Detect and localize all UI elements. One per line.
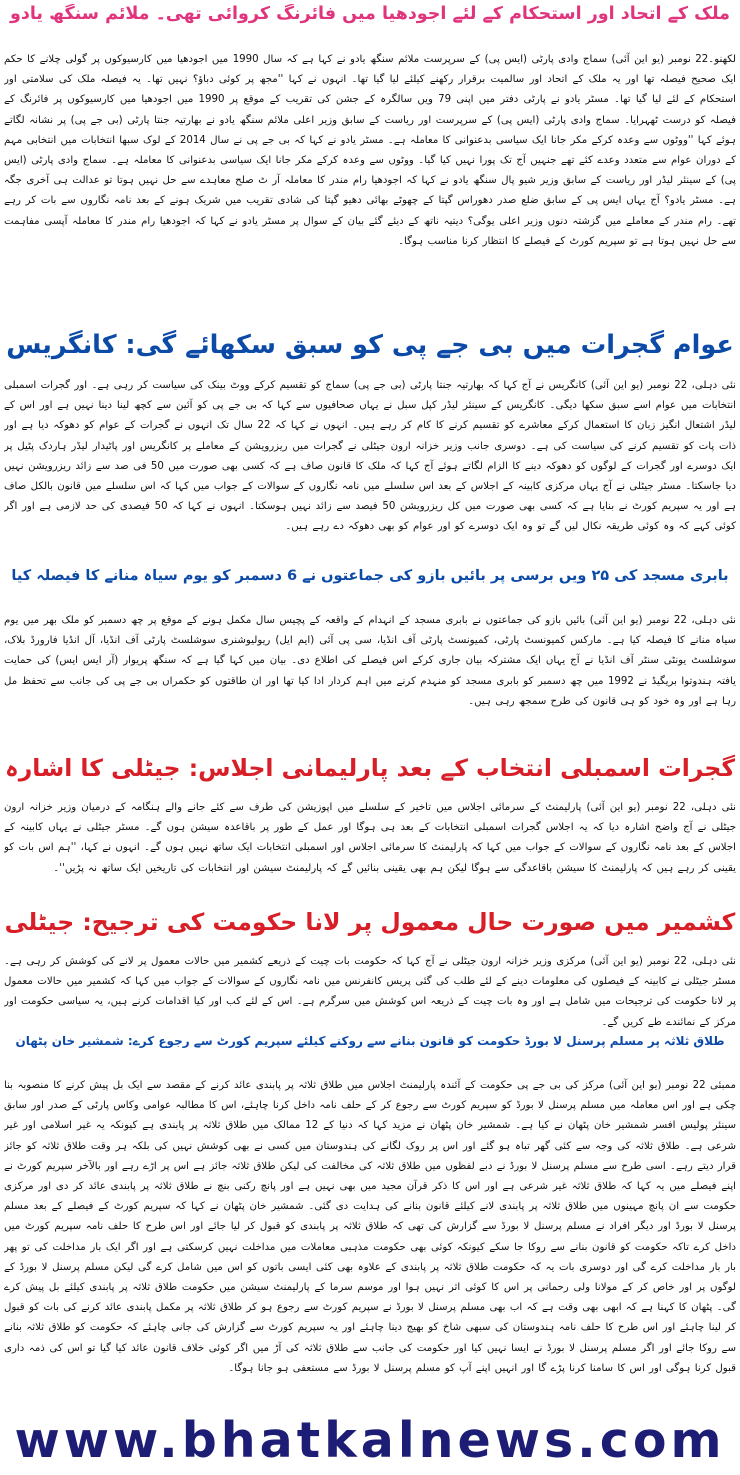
story-headline: عوام گجرات میں بی جے پی کو سبق سکھائے گی: کانگریس [6,330,734,360]
site-footer [0,1405,740,1475]
story-body-text: نئی دہلی، 22 نومبر (یو این آئی) پارلیمنٹ کے سرمائی اجلاس میں تاخیر کے سلسلے میں اپوزیشن کی طرف سے کئے جانے والے ہنگامہ کے درمیان وزیر خزانہ ارون جیٹلی نے آج واضح اشارہ دیا کہ یہ اجلاس گجرات اسمبلی انتخابات کے بعد ہی ہوگا اور عمل کے طور پر باقاعدہ سیشن ہوں گے۔ مسٹر جیٹلی نے یہاں کابینہ کے اجلاس کے بعد نامہ نگاروں کے سوالات کے جواب میں کہا کہ پارلیمنٹ کا سرمائی اجلاس اور اسمبلی انتخابات ایک ساتھ نہیں ہوں گے۔ انہوں نے کہا، ''ہم اس بات کو یقینی کر رہے ہیں کہ پارلیمنٹ کا سیشن باقاعدگی سے ہوگا لیکن ہم بھی یقینی بنائیں گے کہ پارلیمنٹ سیشن اور انتخابات کی تاریخیں ایک ساتھ نہ پڑیں''۔ [4,802,736,874]
story-babri-black-day [4,567,736,750]
story-gujarat-congress [4,330,736,563]
story-parliament-session [4,754,736,906]
story-body [4,50,736,328]
story-body [4,952,736,1034]
story-body-text: نئی دہلی، 22 نومبر (یو این آئی) کانگریس نے آج کہا کہ بھارتیہ جنتا پارٹی (بی جے پی) سماج کو تقسیم کرکے ووٹ بینک کی سیاست کر رہی ہے۔ اور گجرات اسمبلی انتخابات میں عوام اسے سبق سکھا دیگی۔ کانگریس کے سینئر لیڈر کپل سبل نے یہاں صحافیوں سے کہا کہ بی جے پی کو آئین سے کچھ لینا دینا نہیں ہے اور اس کے لیڈر اشتعال انگیز زبان کا استعمال کرکے معاشرے کو تقسیم کرنے کا کام کر رہے ہیں۔ انہوں نے کہا کہ 22 سال تک انہوں نے گجرات کے عوام کو دھوکہ دیا ہے اور ذات پات کو تقسیم کرنے کی سیاست کی ہے۔ دوسری جانب وزیر خزانہ ارون جیٹلی نے گجرات میں ریزرویشن کے معاملے پر کانگریس اور پاٹیدار لیڈر ہاردک پٹیل پر ایک دوسرے اور گجرات کے لوگوں کو دھوکہ دینے کا الزام لگاتے ہوئے آج کہا کہ ملک کا قانون صاف ہے کہ کسی بھی صورت میں 50 فی صد سے زائد ریزرویشن نہیں دیا جاسکتا۔ مسٹر جیٹلی نے آج یہاں مرکزی کابینہ کے اجلاس کے بعد اس سلسلے میں نامہ نگاروں کے سوالات کے جواب میں کہا کہ اس سلسلے میں قانون بالکل صاف ہے اور یہ سپریم کورٹ نے بنایا ہے کہ کسی بھی صورت میں کل ریزرویشن 50 فیصد سے زائد نہیں ہوسکتا۔ انہوں نے کہا کہ 50 فیصدی کی حد لازمی ہے اور اگر کوئی کہے کہ وہ کوئی طریقہ نکال لیں گے تو وہ ایک دوسرے کو اور عوام کو بھی دھوکہ دے رہے ہیں۔ [4,380,736,533]
story-kashmir [4,908,736,1034]
story-body-text: نئی دہلی، 22 نومبر (یو این آئی) مرکزی وزیر خزانہ ارون جیٹلی نے آج کہا کہ حکومت بات چیت کے ذریعے کشمیر میں حالات معمول پر لانے کی کوشش کر رہی ہے۔ مسٹر جیٹلی نے کابینہ کے فیصلوں کی معلومات دینے کے لئے طلب کی گئی پریس کانفرنس میں نامہ نگاروں کے سوالات کے جواب میں کہا کہ کشمیر میں حالات معمول پر لانا حکومت کی ترجیحات میں شامل ہے اور وہ بات چیت کے ذریعہ اس کوشش میں سرگرم ہے۔ اس کے لئے کب اور کیا اقدامات کرنے ہیں، یہ سیاسی حکومت اور مرکز کے نمائندے طے کریں گے۔ [4,956,736,1028]
story-body [4,1076,736,1402]
story-body [4,376,736,560]
story-body [4,798,736,904]
story-body-text: نئی دہلی، 22 نومبر (یو این آئی) بائیں بازو کی جماعتوں نے بابری مسجد کے انہدام کے واقعہ کے پچیس سال مکمل ہونے کے موقع پر چھ دسمبر کو ملک بھر میں یوم سیاہ منانے کا فیصلہ کیا ہے۔ مارکس کمیونسٹ پارٹی، کمیونسٹ پارٹی آف انڈیا، سی پی آئی (ایم ایل) ریولیوشنری سوشلسٹ پارٹی آف انڈیا، آل انڈیا فارورڈ بلاک، سوشلسٹ یونٹی سنٹر آف انڈیا نے آج یہاں ایک مشترکہ بیان جاری کرکے اس فیصلے کی اطلاع دی۔ بیان میں کہا گیا ہے کہ سنگھ پریوار (آر ایس ایس) کی حمایت یافتہ ہندوتوا بریگیڈ نے 1992 میں چھ دسمبر کو بابری مسجد کو منہدم کرنے میں اہم کردار ادا کیا تھا اور ان طاقتوں کو حکمراں بی جے پی کی جانب سے تحفظ مل رہا ہے اور وہ خود کو ہی قانون کی طرح سمجھ رہی ہیں۔ [4,615,736,707]
story-headline: گجرات اسمبلی انتخاب کے بعد پارلیمانی اجلاس: جیٹلی کا اشارہ [4,754,736,782]
story-headline: طلاق ثلاثہ پر مسلم پرسنل لا بورڈ حکومت کو قانون بنانے سے روکنے کیلئے سپریم کورٹ سے رجوع کرے: شمشیر خان پٹھان [15,1034,725,1048]
story-body-text: ممبئی 22 نومبر (یو این آئی) مرکز کی بی جے پی حکومت کے آئندہ پارلیمنٹ اجلاس میں طلاق ثلاثہ پر پابندی عائد کرنے کے مقصد سے ایک بل پیش کرنے کا منصوبہ بنا چکی ہے اور اس معاملہ میں مسلم پرسنل لا بورڈ کو سپریم کورٹ سے رجوع کر کے حلف نامہ داخل کرنا چاہئے، اس کا مطالبہ عوامی وکاس پارٹی کے صدر اور سابق سینئر پولیس افسر شمشیر خان پٹھان نے کیا ہے۔ شمشیر خان پٹھان نے مزید کہا کہ دنیا کے 12 ممالک میں طلاق ثلاثہ پر پابندی ہے کیونکہ یہ غیر اسلامی اور غیر شرعی ہے۔ طلاق ثلاثہ کی وجہ سے کئی گھر تباہ ہو گئے اور اس پر روک لگانے کی ہندوستان میں کسی نے بھی کوشش نہیں کی بلکہ ہر وقت طلاق ثلاثہ کو جائز قرار دیتے رہے۔ اسی طرح سے مسلم پرسنل لا بورڈ نے دبے لفظوں میں طلاق ثلاثہ کی مخالفت کی لیکن طلاق ثلاثہ جائز ہے اس پر اڑے رہے اور بالآخر سپریم کورٹ نے اپنے فیصلے میں یہ کہا کہ طلاق ثلاثہ غیر شرعی ہے اور اس کا ذکر قرآن مجید میں بھی نہیں ہے اور پانچ رکنی بنچ نے طلاق ثلاثہ پر پابندی عائد کر دی اور مرکزی حکومت سے ان پانچ مہینوں میں طلاق ثلاثہ پر پابندی لانے کیلئے قانون بنانے کی ہدایت دی گئی۔ شمشیر خان پٹھان نے کہا کہ سپریم کورٹ کے فیصلے کے بعد مسلم پرسنل لا بورڈ اور دیگر افراد نے مسلم پرسنل لا بورڈ سے گزارش کی تھی کہ طلاق ثلاثہ پر پابندی کو قبول کر لیا جائے اور اس طرح کا حلف نامہ سپریم کورٹ میں داخل کرے تاکہ حکومت کو قانون بنانے سے روکا جا سکے کیونکہ کوئی بھی حکومت مذہبی معاملات میں مداخلت نہیں کرسکتی ہے اور اگر ایک بار مداخلت کی تو پھر بار بار مداخلت کرے گی اور دوسری بات یہ کہ حکومت طلاق ثلاثہ پر پابندی کے علاوہ بھی کئی ایسی باتوں کو اس میں شامل کرے گی لیکن مسلم پرسنل لا بورڈ کے لوگوں پر اور خاص کر کے مولانا ولی رحمانی پر اس کا کوئی اثر نہیں ہوا اور موسم سرما کے پارلیمنٹ سیشن میں حکومت طلاق ثلاثہ پر پابندی کیلئے بل پیش کرے گی۔ پٹھان کا کہنا ہے کہ ابھی بھی وقت ہے کہ اب بھی مسلم پرسنل لا بورڈ نے سپریم کورٹ سے رجوع ہو کر طلاق ثلاثہ پر مکمل پابندی عائد کرنے کی بات کو قبول کر لینا چاہئے اور اس طرح کا حلف نامہ ہندوستان کی سبھی شاخ کو بھیج دینا چاہئے اور یہ سپریم کورٹ سے گزارش کی جانی چاہئے کہ حکومت کو طلاق ثلاثہ بنانے سے روکا جائے اور اگر مسلم پرسنل لا بورڈ نے ایسا نہیں کیا اور حکومت کی جانب سے طلاق ثلاثہ کی آڑ میں اگر کوئی خلاف قانون عائد کیا گیا تو اس کی ذمہ داری قبول کرنا ہوگی اور اس کا سامنا کرنا پڑے گا اور انہیں اپنے آپ کو مسلم پرسنل لا بورڈ سے مستعفی ہو جانا ہوگا۔ [4,1080,736,1374]
story-headline: بابری مسجد کی ۲۵ ویں برسی پر بائیں بازو کی جماعتوں نے 6 دسمبر کو یوم سیاہ منانے کا فیصلہ کیا [11,568,729,584]
story-headline: کشمیر میں صورت حال معمول پر لانا حکومت کی ترجیح: جیٹلی [4,908,736,936]
story-body [4,611,736,749]
story-headline: ملک کے اتحاد اور استحکام کے لئے اجودھیا میں فائرنگ کروائی تھی۔ ملائم سنگھ یادو [9,4,730,24]
story-triple-talaq [4,1034,736,1404]
story-body-text: لکھنو۔22 نومبر (یو این آئی) سماج وادی پارٹی (ایس پی) کے سرپرست ملائم سنگھ یادو نے کہا ہے کہ سال 1990 میں اجودھیا میں کارسیوکوں پر گولی چلانے کا حکم ایک صحیح فیصلہ تھا اور یہ ملک کے اتحاد اور سالمیت برقرار رکھنے کیلئے لیا گیا تھا۔ انہوں نے کہا ''مجھ پر کوئی دباؤ؟ نہیں تھا۔ یہ فیصلہ ملک کی سلامتی اور استحکام کے لئے لیا گیا تھا۔ مسٹر یادو نے پارٹی دفتر میں اپنی 79 ویں سالگرہ کے جشن کی تقریب کے موقع پر 1990 میں اجودھیا میں کارسیوکوں پر فائرنگ کے فیصلہ کو درست ٹھہرایا۔ سماج وادی پارٹی (ایس پی) کے سرپرست اور ریاست کے سابق وزیر اعلی ملائم سنگھ یادو نے بھارتیہ جنتا پارٹی (بی جے پی) پر نشانہ لگاتے ہوئے کہا ''ووٹوں سے وعدہ کرکے مکر جانا ایک سیاسی بدعنوانی کا معاملہ ہے۔ مسٹر یادو نے کہا کہ بی جے پی نے سال 2014 کے لوک سبھا انتخابات میں انتخابی مہم کے دوران عوام سے متعدد وعدے کئے تھے جنہیں آج تک پورا نہیں کیا گیا۔ ووٹوں سے وعدہ کرکے مکر جانا ایک سیاسی بدعنوانی کا معاملہ ہے۔ سماج وادی پارٹی (ایس پی) کے سینئر لیڈر اور ریاست کے سابق وزیر شیو پال سنگھ یادو نے کہا کہ اجودھیا رام مندر کا معاملہ آر ٹ صلح معاہدے سے حل نہیں ہوتا تو عدالت ہی آخری جگہ ہے۔ مسٹر یادو؟ آج یہاں ایس پی کے سابق ضلع صدر دھوراس گپتا کے چھوٹے بھائی دھیو گپتا کی شادی تقریب میں شریک ہونے کے بعد نامہ نگاروں سے بات کر رہے تھے۔ رام مندر کے معاملے میں گزشتہ دنوں وزیر اعلی یوگی؟ دیتیہ ناتھ کے دیئے گئے بیان کے سوال پر مسٹر یادو نے کہا کہ اجودھیا رام مندر کا معاملہ آپسی مفاہمت سے حل نہیں ہوتا ہے تو سپریم کورٹ کے فیصلے کا انتظار کرنا مناسب ہوگا۔ [4,54,736,247]
site-url: www.bhatkalnews.com [14,1411,726,1469]
story-ayodhya-firing [4,4,736,330]
